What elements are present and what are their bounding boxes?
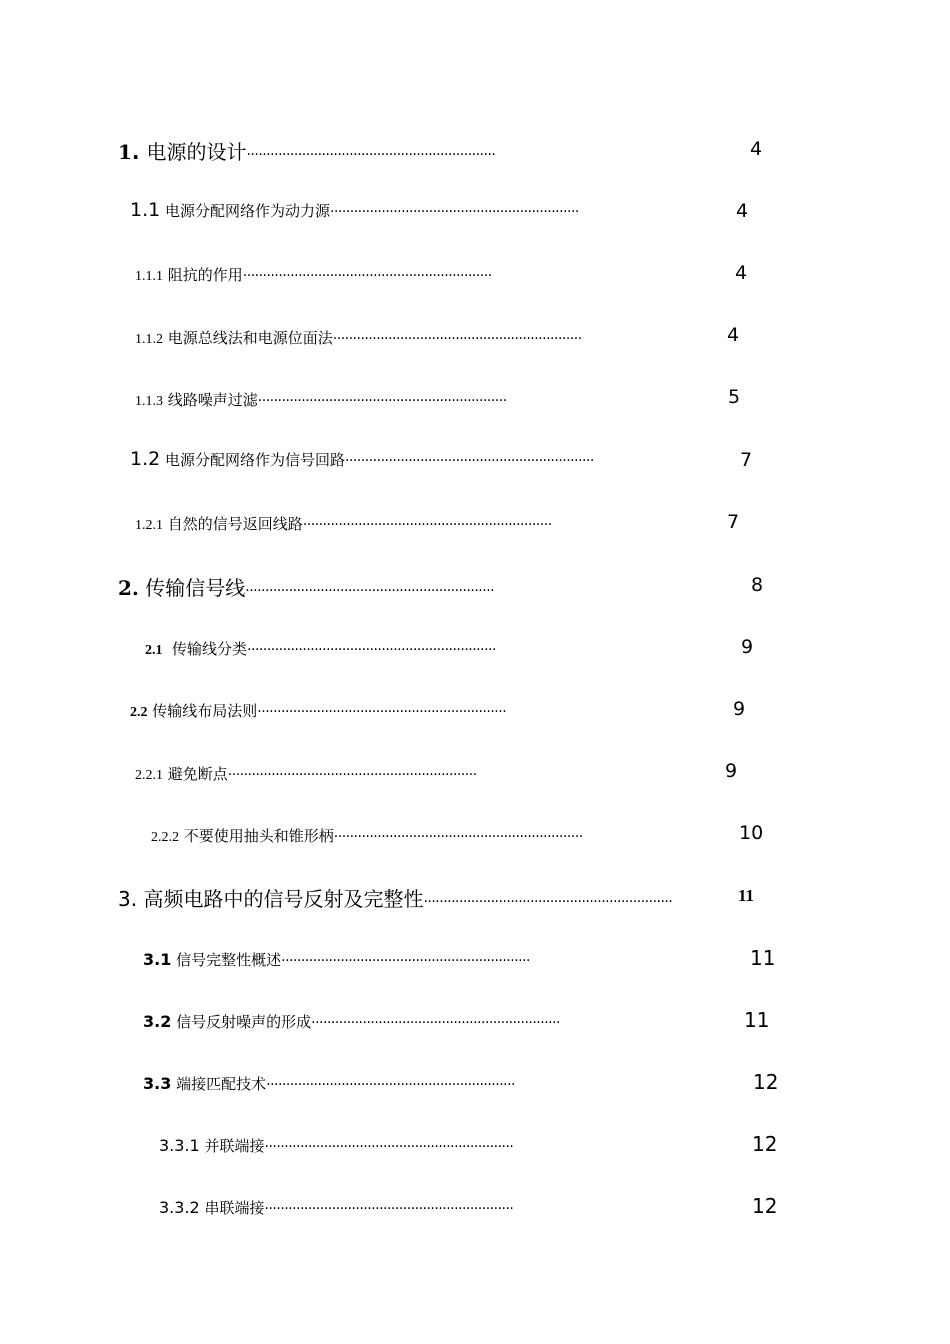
toc-entry-number: 2.1 (145, 643, 163, 658)
toc-entry-1-1-2[interactable] (135, 327, 715, 348)
toc-entry-leader: ······························································· (227, 767, 477, 783)
toc-entry-leader: ······························································· (423, 894, 673, 910)
toc-entry-title: 电源总线法和电源位面法 (167, 329, 333, 347)
toc-entry-number: 2.2.1 (135, 768, 163, 783)
toc-entry-title: 不要使用抽头和锥形柄 (183, 827, 334, 845)
toc-entry-title: 线路噪声过滤 (167, 391, 258, 409)
toc-entry-number: 3.1 (143, 950, 172, 969)
toc-entry-number: 3.3.1 (159, 1136, 200, 1155)
toc-entry-leader: ······························································· (264, 1139, 514, 1155)
toc-entry-1-1-3[interactable] (135, 389, 728, 410)
toc-entry-2-2[interactable] (130, 700, 722, 721)
toc-entry-2-2-2[interactable] (151, 825, 739, 846)
toc-entry-page: 11 (744, 1008, 770, 1032)
toc-entry-page: 4 (736, 200, 749, 222)
toc-entry-page: 10 (739, 822, 764, 844)
toc-entry-page: 4 (735, 262, 748, 284)
toc-entry-title: 传输线分类 (172, 640, 248, 658)
toc-entry-leader: ······························································· (302, 517, 552, 533)
toc-entry-number: 1.2 (130, 448, 161, 470)
toc-entry-title: 避免断点 (167, 765, 228, 783)
toc-entry-page: 9 (725, 760, 738, 782)
toc-entry-3-3[interactable] (143, 1073, 741, 1094)
toc-entry-1-1-1[interactable] (135, 264, 723, 285)
toc-entry-leader: ······························································· (332, 331, 582, 347)
toc-entry-leader: ······························································· (242, 268, 492, 284)
toc-entry-page: 12 (752, 1194, 778, 1218)
toc-entry-number: 2. (118, 576, 139, 600)
toc-entry-number: 3.3 (143, 1074, 172, 1093)
toc-entry-2[interactable] (118, 572, 740, 601)
toc-entry-leader: ······························································· (281, 953, 531, 969)
toc-entry-number: 1.1 (130, 199, 161, 221)
toc-entry-title: 并联端接 (204, 1137, 265, 1155)
toc-entry-number: 1 (118, 140, 132, 164)
toc-entry-leader: ······························································· (345, 453, 594, 469)
toc-entry-3-3-2[interactable] (159, 1197, 741, 1218)
toc-entry-1-2-1[interactable] (135, 513, 715, 534)
toc-entry-leader: ······························································· (246, 147, 496, 163)
toc-entry-title: 串联端接 (204, 1199, 265, 1217)
toc-entry-page: 9 (741, 636, 754, 658)
toc-entry-title: 自然的信号返回线路 (167, 515, 303, 533)
toc-entry-number: 3.3.2 (159, 1198, 200, 1217)
toc-entry-page: 12 (752, 1132, 778, 1156)
toc-entry-page: 12 (753, 1070, 779, 1094)
toc-entry-1[interactable] (118, 136, 738, 165)
toc-entry-separator (163, 640, 173, 658)
toc-entry-2-1[interactable] (145, 638, 729, 659)
toc-entry-3-3-1[interactable] (159, 1135, 741, 1156)
toc-entry-title: 信号完整性概述 (176, 951, 282, 969)
toc-entry-page: 7 (740, 449, 753, 471)
toc-entry-1-2[interactable] (130, 448, 728, 470)
toc-entry-leader: ······························································· (264, 1201, 514, 1217)
toc-entry-leader: ······························································· (257, 393, 507, 409)
toc-entry-3-2[interactable] (143, 1011, 730, 1032)
toc-entry-leader: ······························································· (247, 642, 496, 658)
toc-entry-number: 3. (118, 887, 138, 911)
toc-entry-title: 电源分配网络作为动力源 (165, 202, 331, 220)
toc-entry-number: 1.1.2 (135, 332, 163, 347)
toc-entry-page: 4 (727, 324, 740, 346)
toc-entry-leader: ······························································· (330, 204, 579, 220)
toc-entry-number: 2.2.2 (151, 830, 179, 845)
toc-entry-number: 2.2 (130, 705, 148, 720)
toc-entry-page: 11 (738, 886, 755, 905)
toc-entry-3-1[interactable] (143, 949, 737, 970)
toc-entry-leader: ······························································· (245, 583, 495, 599)
toc-entry-leader: ······························································· (311, 1015, 561, 1031)
toc-entry-page: 11 (750, 946, 776, 970)
toc-entry-number: 1.1.3 (135, 394, 163, 409)
toc-entry-number: 1.1.1 (135, 269, 163, 284)
toc-entry-title: 传输信号线 (145, 576, 246, 600)
toc-entry-number: 1.2.1 (135, 518, 163, 533)
toc-entry-page: 9 (733, 698, 746, 720)
toc-entry-title: 端接匹配技术 (176, 1075, 267, 1093)
toc-entry-1-1[interactable] (130, 199, 724, 221)
toc-entry-title: 电源的设计 (146, 140, 247, 164)
toc-entry-title: 阻抗的作用 (167, 266, 243, 284)
toc-entry-leader: ······························································· (266, 1077, 516, 1093)
toc-entry-leader: ······························································· (333, 829, 583, 845)
toc-entry-page: 7 (727, 511, 740, 533)
toc-entry-title: 高频电路中的信号反射及完整性 (143, 887, 424, 911)
toc-entry-page: 5 (728, 386, 741, 408)
toc-entry-title: 信号反射噪声的形成 (176, 1013, 312, 1031)
toc-entry-page: 4 (750, 138, 763, 160)
toc-entry-2-2-1[interactable] (135, 763, 715, 784)
toc-entry-number: 3.2 (143, 1012, 172, 1031)
toc-entry-leader: ······························································· (257, 704, 507, 720)
toc-entry-title: 传输线布局法则 (152, 702, 258, 720)
toc-entry-separator: . (131, 140, 147, 164)
toc-entry-title: 电源分配网络作为信号回路 (165, 451, 346, 469)
toc-entry-page: 8 (751, 574, 764, 596)
toc-entry-3[interactable] (118, 883, 726, 912)
